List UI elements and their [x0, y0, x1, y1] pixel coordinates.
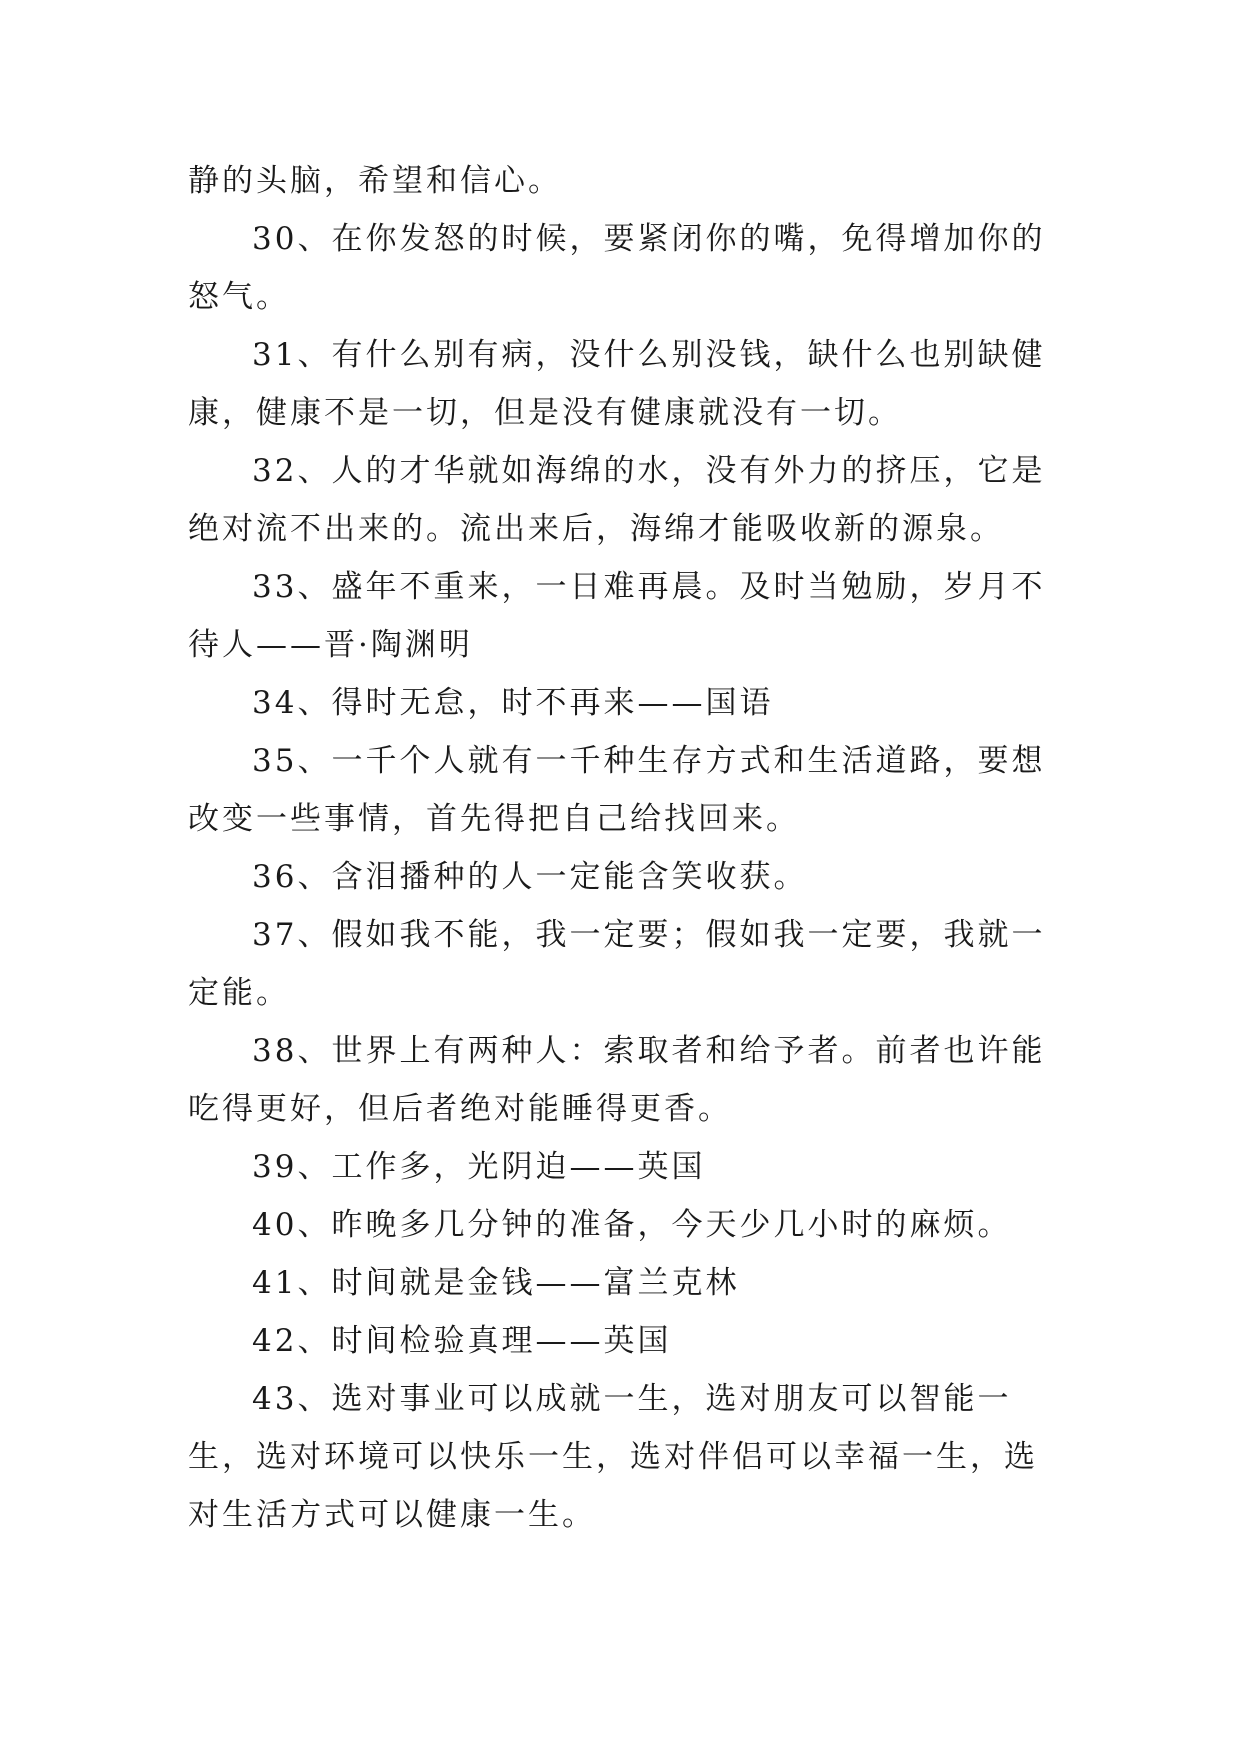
- paragraph-quote-32: 32、人的才华就如海绵的水，没有外力的挤压，它是绝对流不出来的。流出来后，海绵才能吸收新的源泉。: [188, 453, 1046, 547]
- paragraph-continuation: 静的头脑，希望和信心。: [188, 163, 562, 199]
- document-body: [188, 152, 1050, 1544]
- paragraph-quote-31: 31、有什么别有病，没什么别没钱，缺什么也别缺健康，健康不是一切，但是没有健康就没有一切。: [188, 337, 1046, 431]
- paragraph-quote-43: 43、选对事业可以成就一生，选对朋友可以智能一生，选对环境可以快乐一生，选对伴侣可以幸福一生，选对生活方式可以健康一生。: [188, 1381, 1038, 1533]
- paragraph-quote-35: 35、一千个人就有一千种生存方式和生活道路，要想改变一些事情，首先得把自己给找回来。: [188, 743, 1046, 837]
- paragraph-quote-33: 33、盛年不重来，一日难再晨。及时当勉励，岁月不待人——晋·陶渊明: [188, 569, 1046, 663]
- paragraph-quote-38: 38、世界上有两种人：索取者和给予者。前者也许能吃得更好，但后者绝对能睡得更香。: [188, 1033, 1046, 1127]
- paragraph-quote-37: 37、假如我不能，我一定要；假如我一定要，我就一定能。: [188, 917, 1046, 1011]
- paragraph-quote-40: 40、昨晚多几分钟的准备，今天少几小时的麻烦。: [252, 1207, 1012, 1243]
- paragraph-quote-36: 36、含泪播种的人一定能含笑收获。: [252, 859, 808, 895]
- paragraph-quote-34: 34、得时无怠，时不再来——国语: [252, 685, 774, 721]
- paragraph-quote-39: 39、工作多，光阴迫——英国: [252, 1149, 706, 1185]
- paragraph-quote-41: 41、时间就是金钱——富兰克林: [252, 1265, 740, 1301]
- paragraph-quote-42: 42、时间检验真理——英国: [252, 1323, 672, 1359]
- paragraph-quote-30: 30、在你发怒的时候，要紧闭你的嘴，免得增加你的怒气。: [188, 221, 1046, 315]
